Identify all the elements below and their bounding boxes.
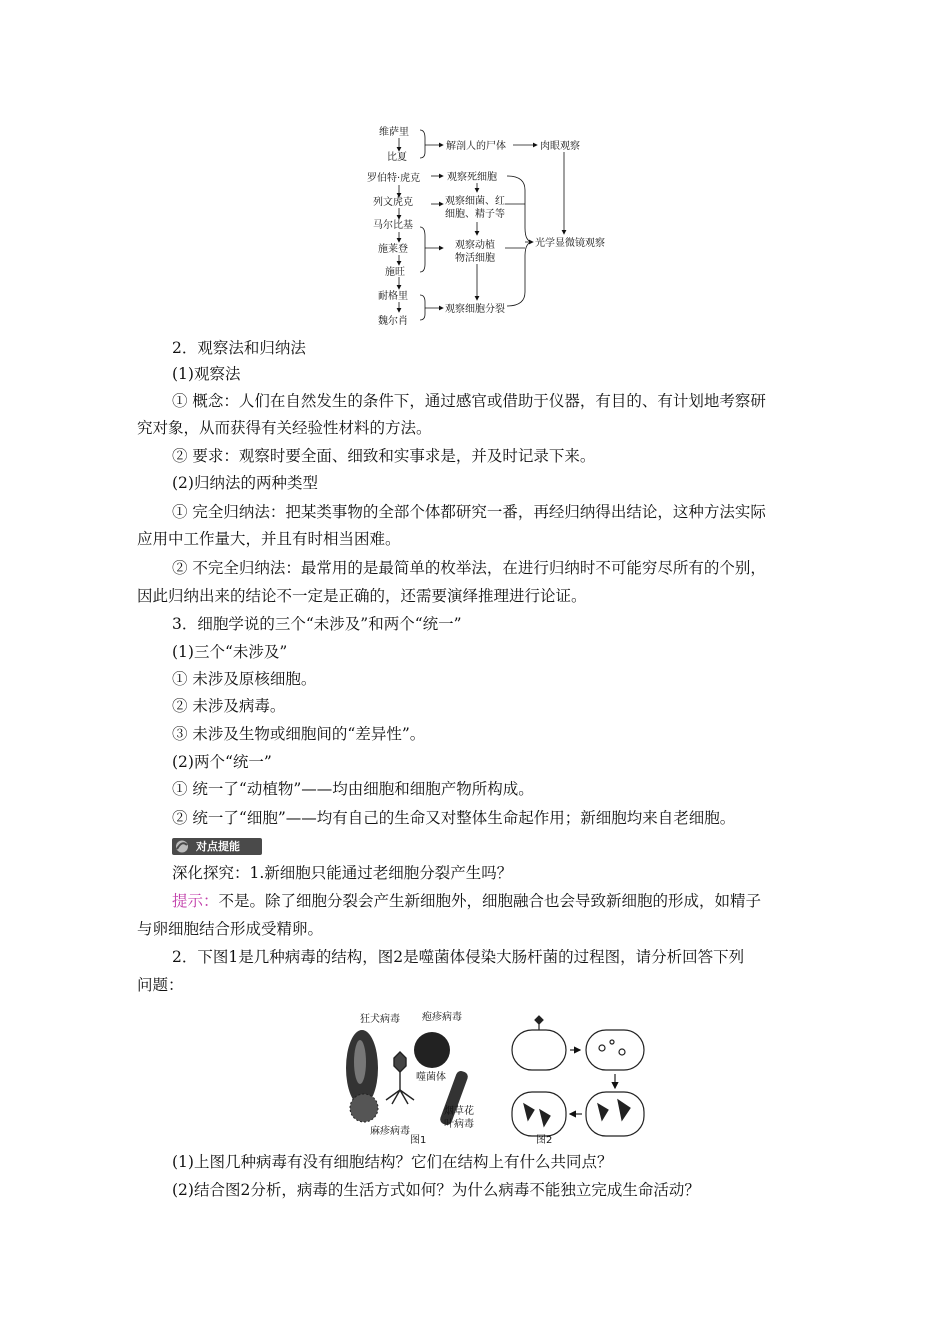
virus-figures: [340, 1000, 670, 1145]
history-flow-diagram: [365, 124, 625, 330]
flow-method-dissection: 解剖人的尸体: [446, 141, 506, 152]
flow-method-bacteria-1: 观察细菌、红: [445, 196, 505, 207]
label-phage: 噬菌体: [416, 1072, 446, 1083]
label-herpes: 疱疹病毒: [422, 1012, 462, 1023]
subheading-induction: (2)归纳法的两种类型: [172, 474, 318, 492]
question-line: 深化探究：1.新细胞只能通过老细胞分裂产生吗？: [172, 864, 513, 882]
paragraph-line: 因此归纳出来的结论不一定是正确的，还需要演绎推理进行论证。: [137, 587, 587, 605]
phage-image: [386, 1052, 414, 1104]
question-line: (1)上图几种病毒有没有细胞结构？它们在结构上有什么共同点？: [172, 1153, 613, 1171]
hint-label: 提示：: [172, 892, 219, 910]
label-measles: 麻疹病毒: [370, 1126, 410, 1137]
flow-method-division: 观察细胞分裂: [445, 304, 505, 315]
caption-figure-1: 图1: [410, 1135, 427, 1145]
paragraph-line: ② 要求：观察时要全面、细致和实事求是，并及时记录下来。: [172, 447, 596, 465]
paragraph-line: 问题：: [137, 976, 184, 994]
label-rabies: 狂犬病毒: [360, 1014, 400, 1025]
flow-node-bichat: 比夏: [387, 152, 407, 163]
flow-method-dead-cells: 观察死细胞: [447, 172, 497, 183]
question-line: 2．下图1是几种病毒的结构，图2是噬菌体侵染大肠杆菌的过程图，请分析回答下列: [172, 948, 745, 966]
herpes-virus-image: [414, 1032, 450, 1068]
flow-result-naked-eye: 肉眼观察: [540, 141, 580, 152]
question-line: (2)结合图2分析，病毒的生活方式如何？为什么病毒不能独立完成生命活动？: [172, 1181, 700, 1199]
banner-label: 对点提能: [196, 840, 240, 853]
list-item: ③ 未涉及生物或细胞间的“差异性”。: [172, 725, 426, 743]
paragraph-line: 与卵细胞结合形成受精卵。: [137, 920, 324, 938]
flow-node-nageli: 耐格里: [378, 291, 408, 302]
flow-result-microscope: 光学显微镜观察: [535, 238, 605, 249]
flow-method-bacteria-2: 细胞、精子等: [445, 209, 505, 220]
label-tmv-1: 烟草花: [444, 1106, 474, 1117]
paragraph-line: 究对象，从而获得有关经验性材料的方法。: [137, 419, 432, 437]
subheading-unify: (2)两个“统一”: [172, 753, 272, 771]
subheading-not-involved: (1)三个“未涉及”: [172, 643, 288, 661]
flow-node-malpighi: 马尔比基: [373, 220, 413, 231]
flow-node-hooke: 罗伯特·虎克: [367, 173, 421, 184]
flow-node-leeuwenhoek: 列文虎克: [373, 197, 413, 208]
paragraph-line: ② 不完全归纳法：最常用的是最简单的枚举法，在进行归纳时不可能穷尽所有的个别，: [172, 559, 766, 577]
caption-figure-2: 图2: [536, 1135, 553, 1145]
hint-text: 不是。除了细胞分裂会产生新细胞外，细胞融合也会导致新细胞的形成，如精子: [218, 892, 762, 910]
list-item: ① 统一了“动植物”——均由细胞和细胞产物所构成。: [172, 780, 534, 798]
label-tmv-2: 叶病毒: [444, 1119, 474, 1130]
hint-line: [172, 889, 761, 913]
list-item: ② 统一了“细胞”——均有自己的生命又对整体生命起作用；新细胞均来自老细胞。: [172, 809, 736, 827]
section-heading-2: 2．观察法和归纳法: [172, 339, 306, 357]
flow-node-schwann: 施旺: [385, 267, 405, 278]
section-heading-3: 3．细胞学说的三个“未涉及”和两个“统一”: [172, 615, 462, 633]
figure-1: [346, 1010, 474, 1145]
flow-node-vesalius: 维萨里: [379, 127, 409, 138]
paragraph-line: ① 完全归纳法：把某类事物的全部个体都研究一番，再经归纳得出结论，这种方法实际: [172, 503, 766, 521]
figure-2: [512, 1016, 644, 1145]
paragraph-line: ① 概念：人们在自然发生的条件下，通过感官或借助于仪器，有目的、有计划地考察研: [172, 392, 766, 410]
paragraph-line: 应用中工作量大，并且有时相当困难。: [137, 530, 401, 548]
list-item: ① 未涉及原核细胞。: [172, 670, 317, 688]
flow-node-virchow: 魏尔肖: [378, 316, 408, 327]
subheading-observation: (1)观察法: [172, 365, 241, 383]
flow-method-living-1: 观察动植: [455, 240, 495, 251]
flow-node-schleiden: 施莱登: [378, 244, 408, 255]
flow-method-living-2: 物活细胞: [455, 253, 495, 264]
measles-virus-image: [350, 1094, 378, 1122]
list-item: ② 未涉及病毒。: [172, 697, 286, 715]
